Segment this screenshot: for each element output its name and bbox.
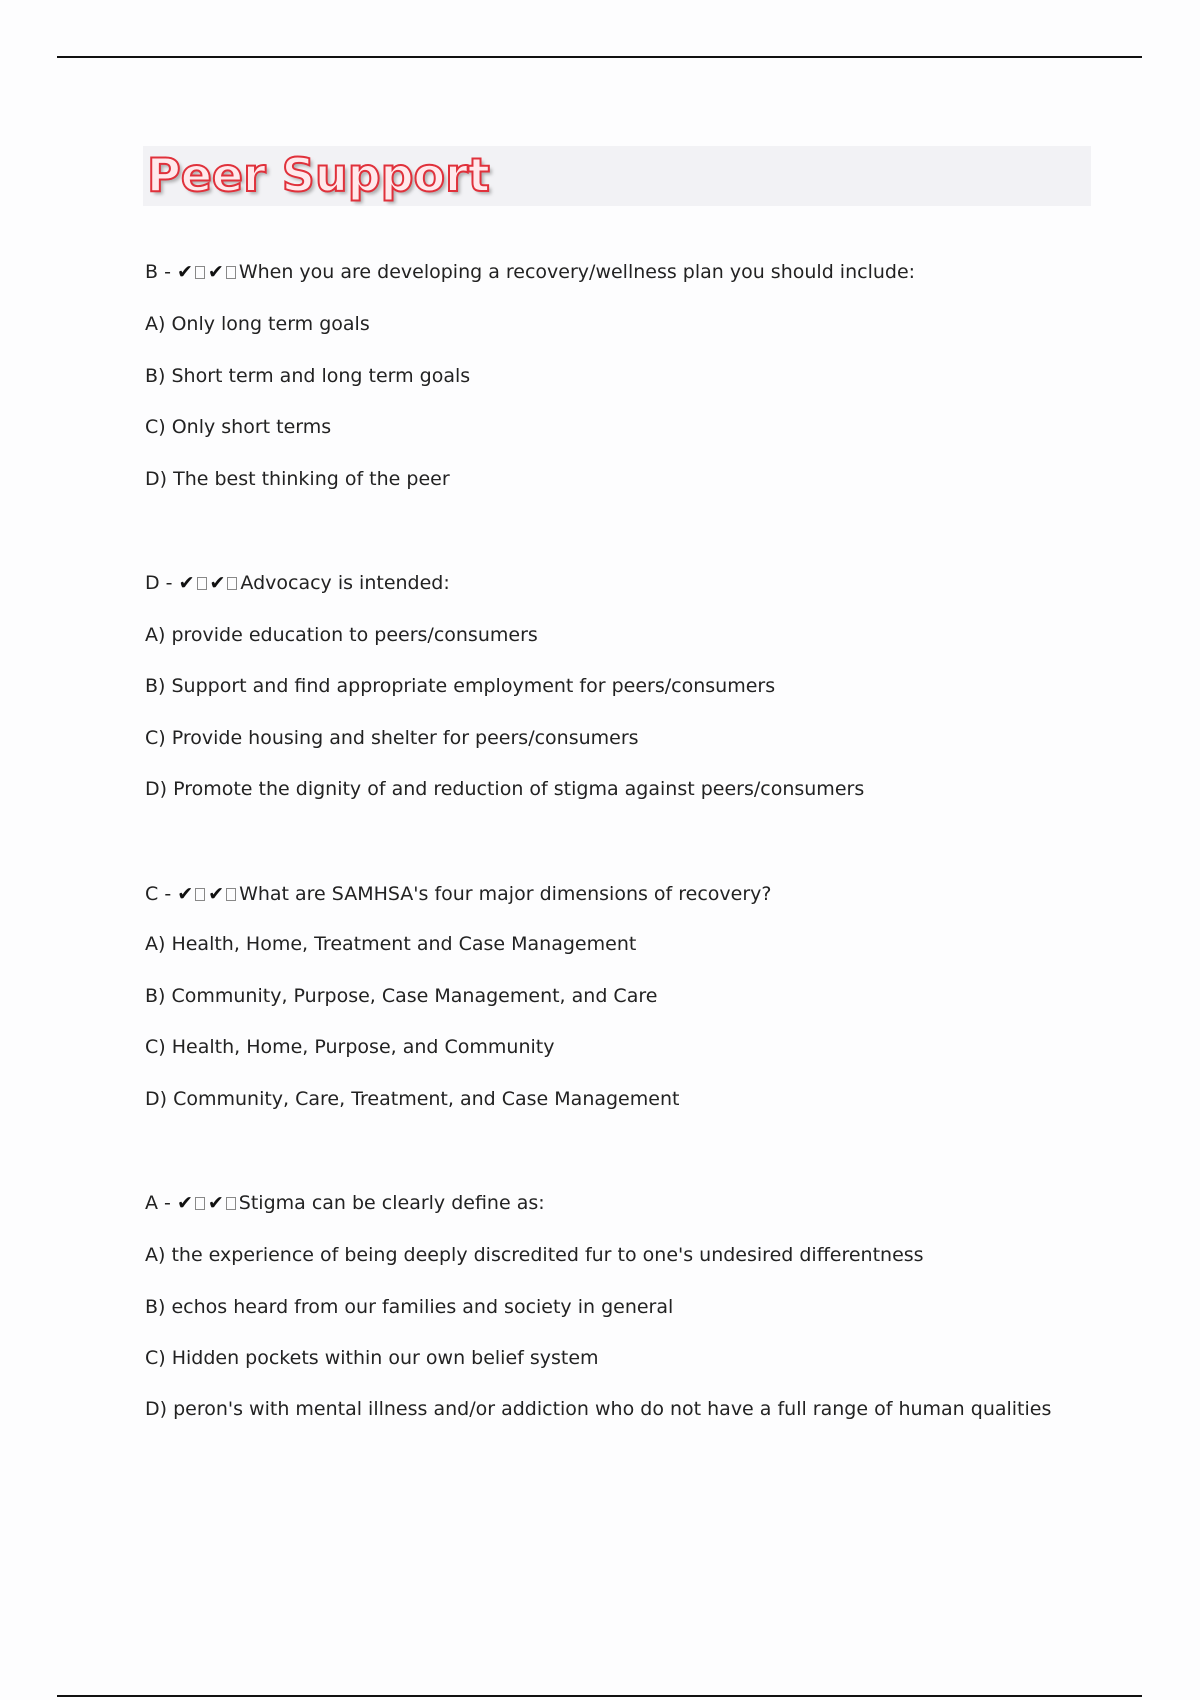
box-icon [226, 888, 236, 901]
option-d: D) The best thinking of the peer [145, 468, 450, 490]
box-icon [195, 1197, 205, 1210]
answer-letter: D [145, 572, 160, 594]
answer-letter: B [145, 261, 159, 283]
option-c: C) Provide housing and shelter for peers/consumers [145, 727, 639, 749]
option-a: A) the experience of being deeply discredited fur to one's undesired differentness [145, 1244, 924, 1266]
check-icon: ✔ [207, 261, 224, 283]
check-icon: ✔ [178, 572, 195, 594]
question-line: C - ✔ ✔ What are SAMHSA's four major dimensions of recovery? [145, 883, 772, 905]
answer-letter: A [145, 1192, 158, 1214]
option-b: B) Short term and long term goals [145, 365, 471, 387]
box-icon [226, 1197, 236, 1210]
question-prompt: What are SAMHSA's four major dimensions of recovery? [239, 883, 772, 905]
option-a: A) Health, Home, Treatment and Case Management [145, 933, 637, 955]
option-d: D) Community, Care, Treatment, and Case Management [145, 1088, 680, 1110]
title-banner [143, 146, 1091, 206]
option-a: A) provide education to peers/consumers [145, 624, 538, 646]
box-icon [197, 577, 207, 590]
question-line: A - ✔ ✔ Stigma can be clearly define as: [145, 1192, 545, 1214]
check-icon: ✔ [208, 883, 225, 905]
check-icon: ✔ [209, 572, 226, 594]
option-c: C) Hidden pockets within our own belief system [145, 1347, 599, 1369]
check-icon: ✔ [176, 261, 193, 283]
option-d: D) peron's with mental illness and/or addiction who do not have a full range of human qualities [145, 1398, 1052, 1420]
option-b: B) Support and find appropriate employment for peers/consumers [145, 675, 776, 697]
option-c: C) Health, Home, Purpose, and Community [145, 1036, 555, 1058]
option-a: A) Only long term goals [145, 313, 370, 335]
bottom-rule [57, 1695, 1142, 1697]
option-b: B) echos heard from our families and society in general [145, 1296, 674, 1318]
question-prompt: Advocacy is intended: [240, 572, 450, 594]
top-rule [57, 56, 1142, 58]
option-d: D) Promote the dignity of and reduction of stigma against peers/consumers [145, 778, 865, 800]
answer-letter: C [145, 883, 159, 905]
document-title: Peer Support [147, 148, 490, 202]
option-c: C) Only short terms [145, 416, 332, 438]
question-line: B - ✔ ✔ When you are developing a recovery/wellness plan you should include: [145, 261, 916, 283]
question-prompt: When you are developing a recovery/wellness plan you should include: [238, 261, 916, 283]
option-b: B) Community, Purpose, Case Management, and Care [145, 985, 658, 1007]
box-icon [195, 888, 205, 901]
box-icon [195, 266, 205, 279]
box-icon [226, 266, 236, 279]
check-icon: ✔ [177, 883, 194, 905]
check-icon: ✔ [176, 1192, 193, 1214]
box-icon [227, 577, 237, 590]
check-icon: ✔ [207, 1192, 224, 1214]
question-line: D - ✔ ✔ Advocacy is intended: [145, 572, 450, 594]
question-prompt: Stigma can be clearly define as: [238, 1192, 545, 1214]
